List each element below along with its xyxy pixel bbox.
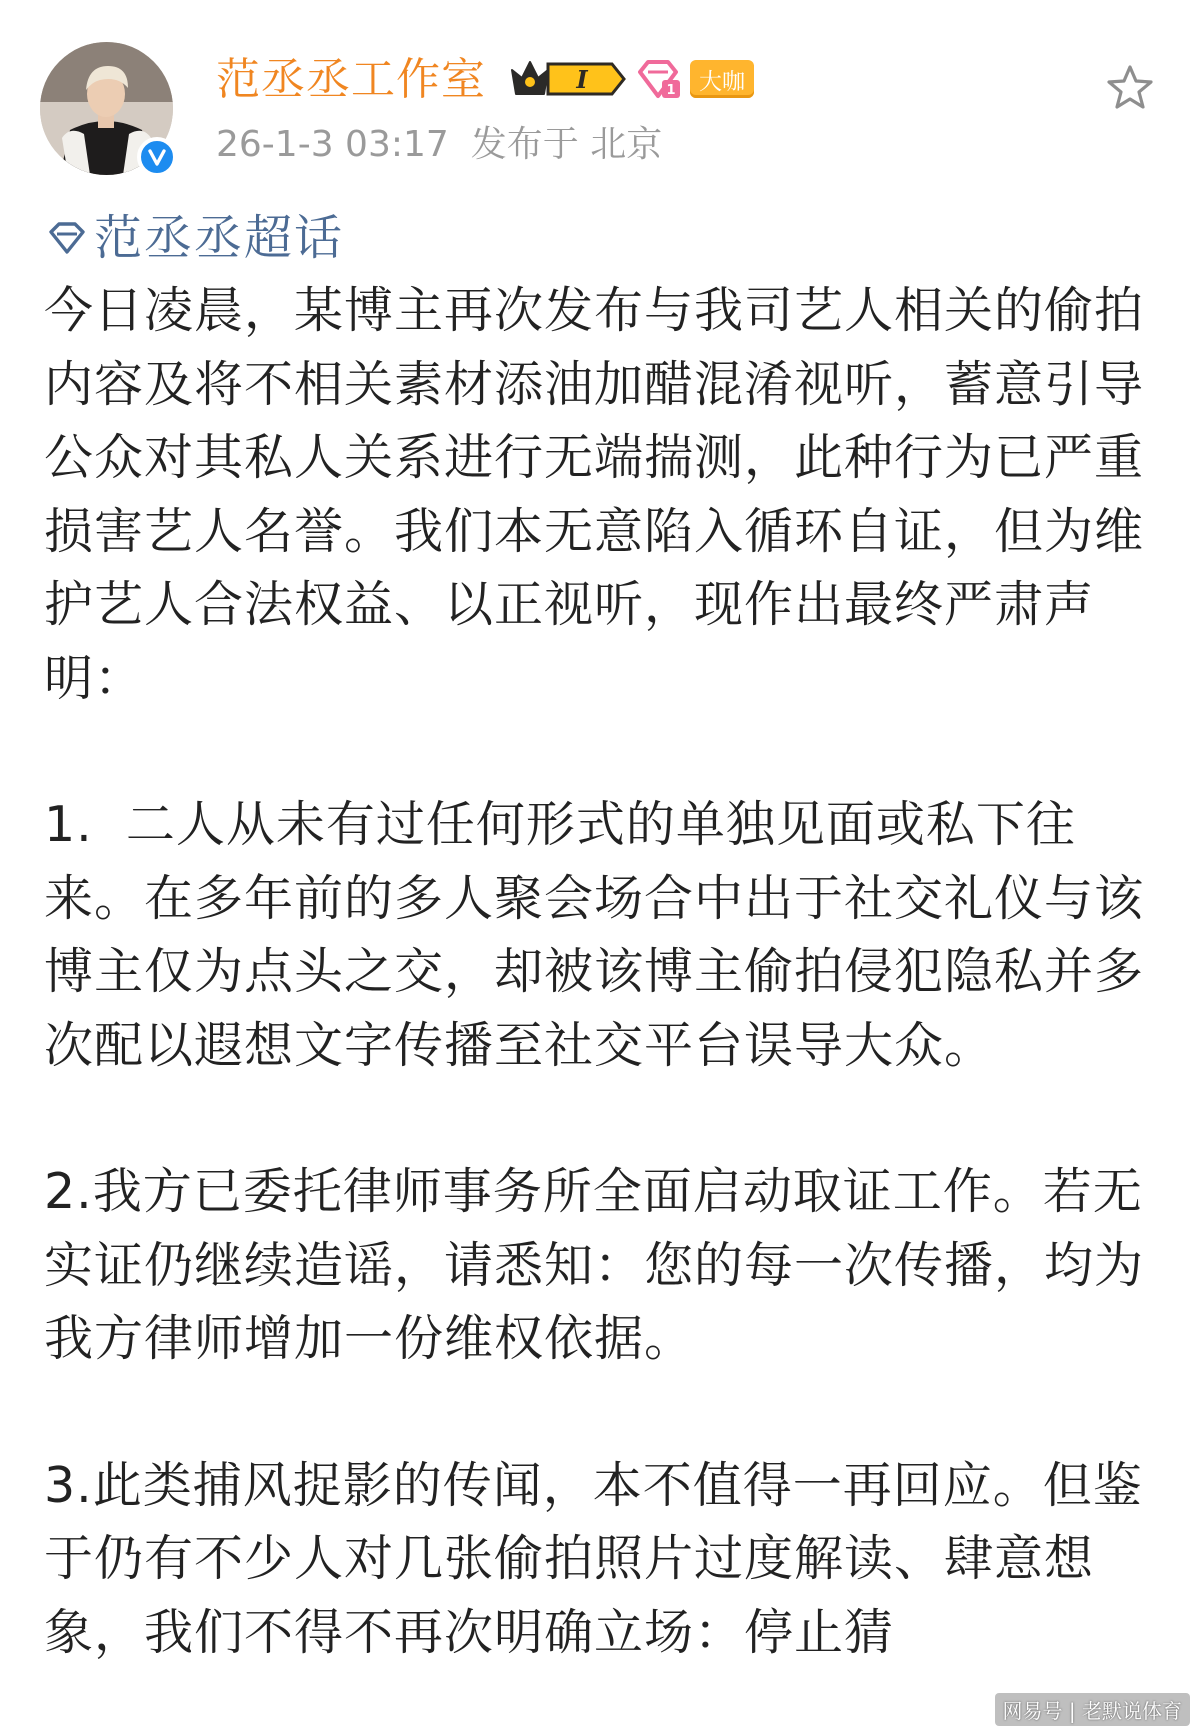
- level-badge-text: I: [576, 65, 588, 94]
- topic-link[interactable]: [44, 206, 344, 270]
- post-paragraph: 2.我方已委托律师事务所全面启动取证工作。若无实证仍继续造谣，请悉知：您的每一次传播，均为我方律师增加一份维权依据。: [44, 1163, 1145, 1367]
- svg-text:1: 1: [666, 83, 676, 98]
- vip-badge[interactable]: 大咖: [690, 60, 754, 98]
- post-paragraph: 今日凌晨，某博主再次发布与我司艺人相关的偷拍内容及将不相关素材添油加醋混淆视听，蓄意引导公众对其私人关系进行无端揣测，此种行为已严重损害艺人名誉。我们本无意陷入循环自证，但为维护艺人合法权益、以正视听，现作出最终严肃声明：: [44, 282, 1145, 707]
- favorite-button[interactable]: [1102, 60, 1158, 116]
- star-outline-icon: [1105, 63, 1155, 113]
- author-name[interactable]: 范丞丞工作室: [216, 54, 486, 105]
- topic-label: 范丞丞超话: [94, 210, 345, 266]
- post-paragraph: 1. 二人从未有过任何形式的单独见面或私下往来。在多年前的多人聚会场合中出于社交礼仪与该博主仅为点头之交，却被该博主偷拍侵犯隐私并多次配以遐想文字传播至社交平台误导大众。: [44, 796, 1145, 1074]
- post-body: [44, 274, 1164, 1669]
- post-paragraph: 3.此类捕风捉影的传闻，本不值得一再回应。但鉴于仍有不少人对几张偷拍照片过度解读、肆意想象，我们不得不再次明确立场：停止猜: [44, 1456, 1143, 1661]
- crown-level-icon[interactable]: [508, 56, 626, 102]
- verified-v-icon: [137, 137, 177, 177]
- post-timestamp: 26-1-3 03:17: [216, 124, 449, 165]
- author-avatar[interactable]: [40, 42, 173, 175]
- post-meta: [216, 120, 662, 170]
- diamond-fan-icon[interactable]: [634, 56, 682, 102]
- source-watermark: 网易号 | 老默说体育: [995, 1693, 1190, 1726]
- post-location: 发布于 北京: [470, 124, 663, 165]
- post-header: [0, 0, 1200, 190]
- diamond-topic-icon: [44, 215, 90, 261]
